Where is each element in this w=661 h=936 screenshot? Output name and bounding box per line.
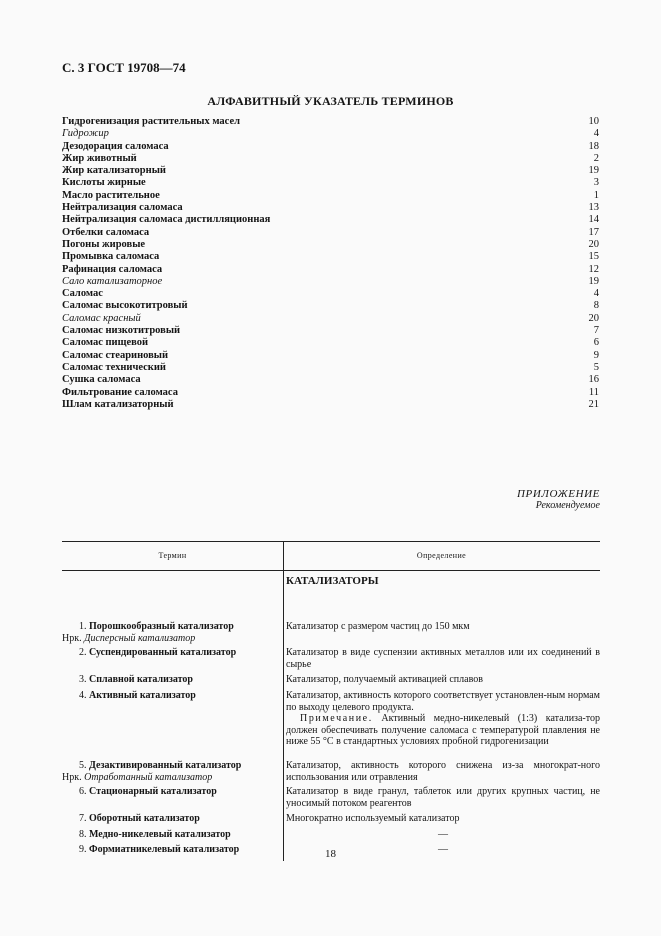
index-entry: Саломас технический 5 [62,361,599,373]
column-header-definition: Определение [416,551,467,560]
appendix-heading [517,488,600,511]
index-entry: Рафинация саломаса 12 [62,263,599,275]
index-entry: Саломас низкотитровый 7 [62,325,599,337]
index-entry: Гидрогенизация растительных масел 10 [62,116,599,127]
index-entry: Гидрожир 4 [62,128,599,140]
appendix-title: ПРИЛОЖЕНИЕ [517,488,600,500]
index-entry: Кислоты жирные 3 [62,177,599,189]
index-entry: Дезодорация саломаса 18 [62,140,599,152]
table-header [62,541,600,571]
index-entry: Жир катализаторный 19 [62,165,599,177]
appendix-subtitle: Рекомендуемое [535,500,600,511]
index-entry: Нейтрализация саломаса дистилляционная 14 [62,214,599,226]
index-entry: Жир животный 2 [62,152,599,164]
index-entry: Саломас пищевой 6 [62,337,599,349]
terms-table [62,541,600,861]
index-entry: Саломас стеариновый 9 [62,349,599,361]
section-title: КАТАЛИЗАТОРЫ [286,575,379,587]
index-entry: Отбелки саломаса 17 [62,226,599,238]
index-entry: Фильтрование саломаса 11 [62,386,599,398]
index-entry: Нейтрализация саломаса 13 [62,202,599,214]
index-entry: Масло растительное 1 [62,189,599,201]
index-entry: Саломас 4 [62,288,599,300]
index-title: АЛФАВИТНЫЙ УКАЗАТЕЛЬ ТЕРМИНОВ [207,94,454,108]
column-header-term: Термин [158,551,187,560]
page-number: 18 [325,848,336,860]
table-body: КАТАЛИЗАТОРЫ 1. Порошкообразный катализатор Нрк. Дисперсный катализатор Катализатор с размером частиц до 150 мкм 2. Суспендированный катализатор Катализатор в виде суспензии активных металлов или их соединений в сырье 3. Сплавной катализатор Катализатор, получаемый активацией сплавов 4. Активный катализатор Катализатор, активность которого соответствует установлен-ным нормам по выходу целевого продукта. Примечание. Активный медно-никелевый (1:3) катализа-тор должен обеспечивать получение саломаса с температурой плавления не ниже 55 °С в стандартных условиях пробной гидрогенизации 5. Дезактивированный катализатор Нрк. Отработанный катализатор Катализатор, активность которого снижена из-за многократ-ного использования или отравления 6. Стационарный катализатор Катализатор в виде гранул, таблеток или других крупных частиц, не уносимый потоком реагентов 7. Оборотный катализатор Многократно используемый катализатор 8. Медно-никелевый катализатор — 9. Формиатникелевый катализатор — [62,571,600,861]
index-entry: Саломас высокотитровый 8 [62,300,599,312]
page-header: С. 3 ГОСТ 19708—74 [62,60,186,75]
index-entry: Саломас красный 20 [62,312,599,324]
column-divider [283,571,284,861]
index-entry: Сало катализаторное 19 [62,275,599,287]
terms-index [62,116,599,411]
index-entry: Погоны жировые 20 [62,238,599,250]
index-entry: Шлам катализаторный 21 [62,398,599,410]
index-entry: Сушка саломаса 16 [62,374,599,386]
index-entry: Промывка саломаса 15 [62,251,599,263]
